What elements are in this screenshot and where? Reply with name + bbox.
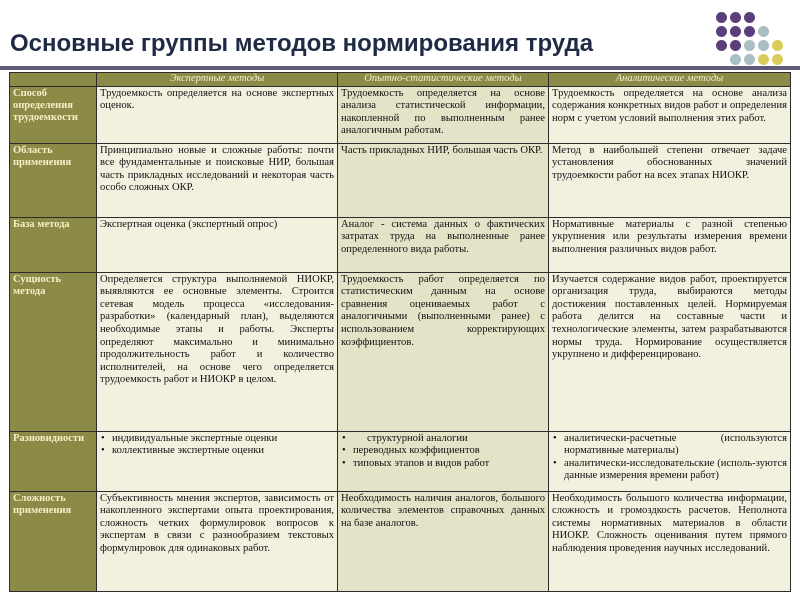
list-item: • аналитически-расчетные (используются нормативные материалы) bbox=[552, 433, 787, 458]
table-row bbox=[10, 272, 791, 431]
cell-expert: Экспертная оценка (экспертный опрос) bbox=[97, 217, 338, 272]
dot bbox=[730, 40, 741, 51]
cell-statistical: Часть прикладных НИР, большая часть ОКР. bbox=[338, 143, 549, 217]
table-row bbox=[10, 86, 791, 143]
dot bbox=[744, 40, 755, 51]
cell-expert: Определяется структура выполняемой НИОКР, выявляются ее основные элементы. Строится сетевая модель процесса «исследования-разработки» (календарный план), выделяются необходимые этапы и работы. Эксперты определяют максимально и минимально продолжительность работ и количество исполнителей, на основе чего определяется трудоемкость работ и НИОКР в целом. bbox=[97, 272, 338, 431]
cell-expert: Принципиально новые и сложные работы: почти все фундаментальные и поисковые НИР, большая часть прикладных исследований и некоторая часть особо сложных ОКР. bbox=[97, 143, 338, 217]
cell-expert: Субъективность мнения экспертов, зависимость от накопленного экспертами опыта проектирования, сложность четких формулировок вопросов к экспертам в связи с разнообразием текстовых формулировок для одинаковых работ. bbox=[97, 491, 338, 591]
cell-statistical: Аналог - система данных о фактических затратах труда на выполненные ранее определенного вида работы. bbox=[338, 217, 549, 272]
cell-analytical: Нормативные материалы с разной степенью укрупнения или результаты измерения времени выполнения различных видов работ. bbox=[549, 217, 791, 272]
dot bbox=[716, 40, 727, 51]
cell-analytical: Трудоемкость определяется на основе анализа содержания конкретных видов работ и определения норм с учетом условий выполнения этих работ. bbox=[549, 86, 791, 143]
dot bbox=[730, 12, 741, 23]
dot bbox=[772, 40, 783, 51]
list bbox=[341, 433, 545, 471]
list-item: • аналитически-исследовательские (исполь-зуются данные измерения времени работ) bbox=[552, 458, 787, 483]
table-header-row bbox=[10, 73, 791, 87]
cell-analytical: Изучается содержание видов работ, проектируется организация труда, выбираются методы достижения поставленных целей. Нормируемая работа делится на составные части и технологические элементы, затем разрабатываются нормы труда. Нормирование осуществляется укрупнено и дифференцировано. bbox=[549, 272, 791, 431]
row-label: Сложность применения bbox=[10, 491, 97, 591]
list bbox=[100, 433, 334, 458]
row-label: Разновидности bbox=[10, 431, 97, 491]
dot bbox=[716, 12, 727, 23]
header-analytical: Аналитические методы bbox=[549, 73, 791, 87]
cell-analytical: Необходимость большого количества информации, сложность и громоздкость расчетов. Неполнота системы нормативных материалов в области НИОКР. Сложность оценивания путем прямого наблюдения проведения научных исследований. bbox=[549, 491, 791, 591]
dot bbox=[730, 26, 741, 37]
list-item: • типовых этапов и видов работ bbox=[341, 458, 545, 471]
list-item: • индивидуальные экспертные оценки bbox=[100, 433, 334, 446]
table-row bbox=[10, 431, 791, 491]
dot-grid-icon bbox=[710, 10, 790, 70]
dot bbox=[772, 54, 783, 65]
dot bbox=[744, 26, 755, 37]
methods-table bbox=[9, 72, 791, 592]
dot bbox=[758, 40, 769, 51]
list bbox=[552, 433, 787, 483]
cell-expert bbox=[97, 431, 338, 491]
cell-analytical: Метод в наибольшей степени отвечает задаче установления обоснованных значений трудоемкости работ на всех этапах НИОКР. bbox=[549, 143, 791, 217]
table-row bbox=[10, 217, 791, 272]
row-label: Область применения bbox=[10, 143, 97, 217]
cell-statistical: Трудоемкость определяется на основе анализа статистической информации, накопленной по выполненным ранее аналогичным работам. bbox=[338, 86, 549, 143]
dot bbox=[716, 26, 727, 37]
cell-analytical bbox=[549, 431, 791, 491]
dot bbox=[744, 54, 755, 65]
row-label: База метода bbox=[10, 217, 97, 272]
cell-statistical: Трудоемкость работ определяется по статистическим данным на основе сравнения оцениваемых работ с аналогичными (выполненными ранее) с использованием корректирующих коэффициентов. bbox=[338, 272, 549, 431]
dot bbox=[744, 12, 755, 23]
row-label: Способ определения трудоемкости bbox=[10, 86, 97, 143]
header-corner bbox=[10, 73, 97, 87]
dot bbox=[730, 54, 741, 65]
list-item: • структурной аналогии bbox=[341, 433, 545, 446]
header-statistical: Опытно-статистические методы bbox=[338, 73, 549, 87]
cell-statistical: Необходимость наличия аналогов, большого количества элементов справочных данных на базе аналогов. bbox=[338, 491, 549, 591]
dot bbox=[758, 26, 769, 37]
list-item: • переводных коэффициентов bbox=[341, 445, 545, 458]
table-row bbox=[10, 143, 791, 217]
dot bbox=[758, 54, 769, 65]
cell-statistical bbox=[338, 431, 549, 491]
title-divider bbox=[0, 66, 800, 70]
cell-expert: Трудоемкость определяется на основе экспертных оценок. bbox=[97, 86, 338, 143]
page-title: Основные группы методов нормирования труда bbox=[10, 30, 594, 57]
row-label: Сущность метода bbox=[10, 272, 97, 431]
table-row bbox=[10, 491, 791, 591]
list-item: • коллективные экспертные оценки bbox=[100, 445, 334, 458]
header-expert: Экспертные методы bbox=[97, 73, 338, 87]
